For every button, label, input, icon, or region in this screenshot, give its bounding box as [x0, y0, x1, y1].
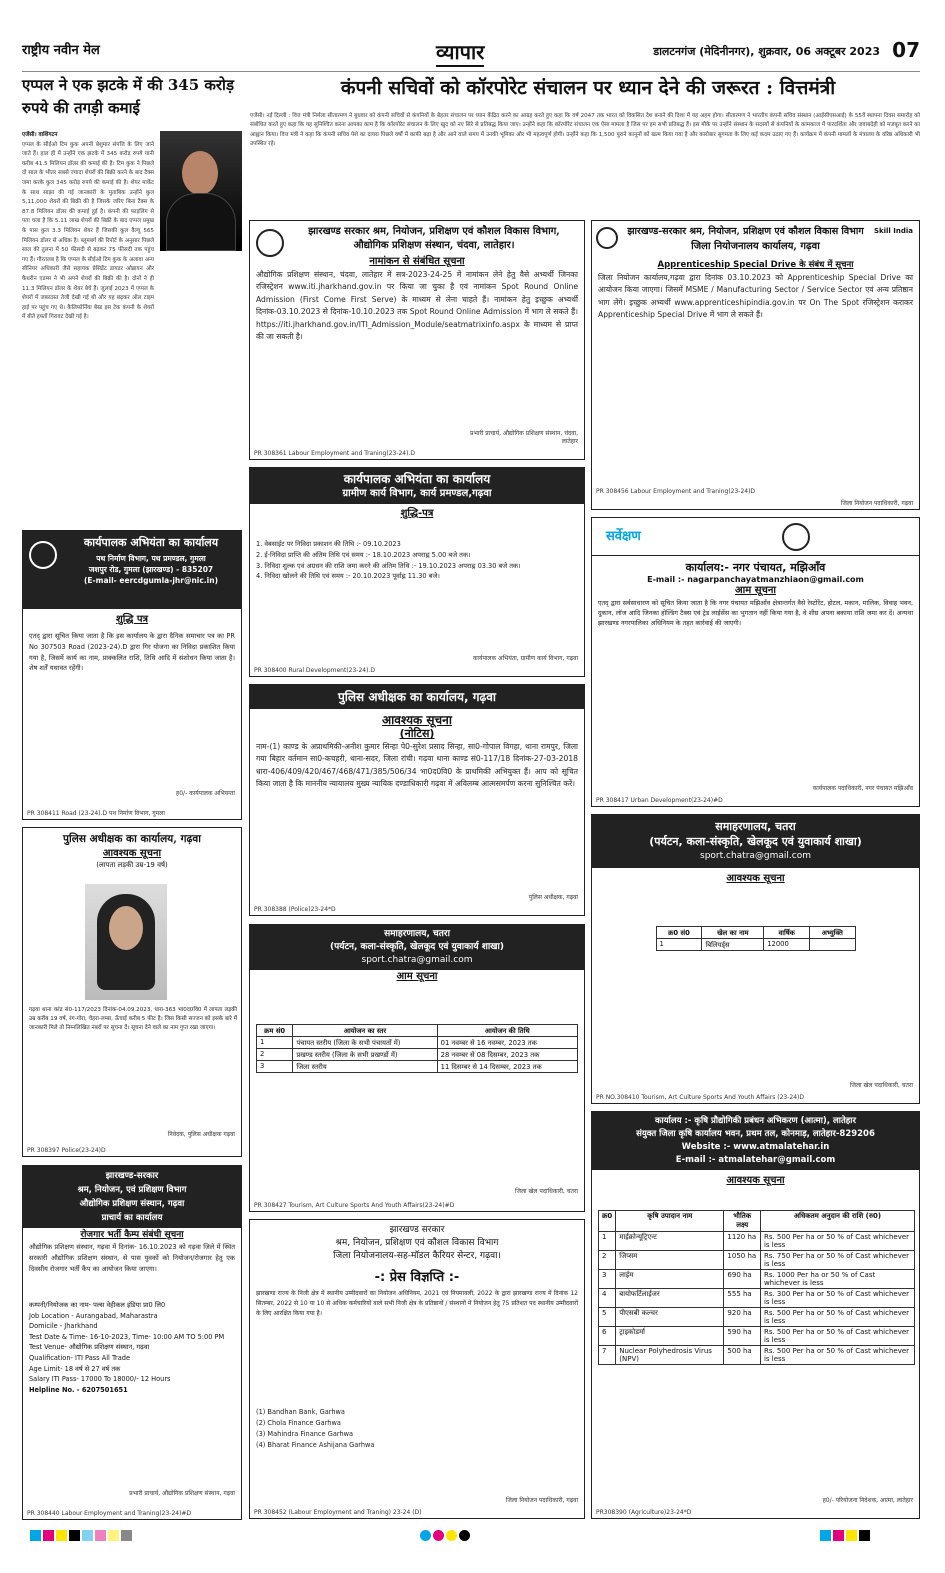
ad-iti-garhwa-details [23, 1300, 241, 1395]
yellow-dot [446, 1530, 457, 1541]
ad-gumla-pr: PR 308411 Road (23-24).D पथ निर्माण विभाग, गुमला [27, 810, 165, 817]
ad-atma-title: कार्यालय :- कृषि प्रौद्योगिकी प्रबंधन अभिकरण (आत्मा), लातेहार [655, 1116, 856, 1126]
table-cell: 1050 ha [724, 1251, 761, 1270]
ad-nagar-logos [592, 518, 919, 556]
magenta-dot [433, 1530, 444, 1541]
magenta-swatch [833, 1530, 844, 1541]
ad-press-header [250, 1224, 584, 1263]
ad-press-list [250, 1407, 584, 1451]
table-row [257, 1037, 578, 1049]
ad-police-subhead2: (नोटिस) [399, 727, 435, 740]
table-header-cell: खेल का नाम [702, 927, 764, 939]
detail-line: Job Location - Aurangabad, Maharastra [29, 1311, 158, 1320]
page-header [22, 38, 920, 72]
ad-iti-chandwa-pr: PR 308361 Labour Employment and Traning(23-24).D [254, 450, 415, 457]
rwd-item: 1. वेबसाईट पर निविदा प्रकाशन की तिथि :- 09.10.2023 [256, 540, 401, 548]
magenta-swatch [43, 1530, 54, 1541]
table-cell: माईक्रोन्यूट्रिएन्ट [616, 1232, 724, 1251]
table-cell: 2 [257, 1049, 293, 1061]
ad-police-subhead: आवश्यक सूचना [382, 713, 452, 727]
ad-chatra-title: समाहरणालय, चतरा [384, 929, 450, 939]
black-swatch [69, 1530, 80, 1541]
ad-police-pr: PR 308388 (Police)23-24*D [254, 906, 336, 913]
ad-rwd-sign: कार्यपालक अभियंता, ग्रामीण कार्य विभाग, गढ़वा [472, 655, 578, 662]
table-cell: 12000 [764, 939, 810, 951]
ad-chatra-right-subhead: आवश्यक सूचना [726, 873, 785, 884]
ad-iti-garhwa-sign: प्रभारी प्राचार्य, औद्योगिक प्रशिक्षण संस्थान, गढ़वा [129, 1490, 235, 1497]
tim-cook-photo [160, 131, 242, 251]
ad-press-subtitle: श्रम, नियोजन, प्रशिक्षण एवं कौशल विकास विभाग [335, 1238, 499, 1248]
section-title: व्यापार [436, 38, 484, 67]
table-cell: 500 ha [724, 1346, 761, 1365]
ad-rwd-subhead: शुद्धि-पत्र [400, 508, 434, 519]
grey-swatch [121, 1530, 132, 1541]
rwd-item: 2. ई-निविदा प्राप्ति की अंतिम तिथि एवं समय :- 18.10.2023 अपराह्न 5.00 बजे तक। [256, 550, 471, 559]
table-header-cell: वार्षिक [764, 927, 810, 939]
table-cell: प्रखण्ड स्तरीय (जिला के सभी प्रखण्डों में) [293, 1049, 437, 1061]
ad-gumla-title: कार्यपालक अभियंता का कार्यालय [83, 536, 219, 549]
table-header-row [599, 1211, 915, 1232]
yellow-swatch [56, 1530, 67, 1541]
ad-iti-chandwa [249, 220, 585, 460]
table-cell: 7 [599, 1346, 616, 1365]
table-header-cell: अभ्युक्ति [810, 927, 855, 939]
emblem-icon [29, 541, 57, 569]
ad-iti-chandwa-subhead: नामांकन से संबंधित सूचना [369, 256, 465, 267]
table-header-cell: आयोजन की तिथि [437, 1025, 577, 1037]
ad-apprenticeship [591, 220, 920, 510]
ad-nagar-email: E-mail :- nagarpanchayatmanzhiaon@gmail.com [647, 575, 864, 584]
ad-iti-garhwa [22, 1165, 242, 1520]
ad-press-subhead: -: प्रेस विज्ञप्ति :- [374, 1270, 460, 1285]
table-cell: 01 नवम्बर से 16 नवम्बर, 2023 तक [437, 1037, 577, 1049]
table-cell: Rs. 500 Per ha or 50 % of Cast whichever is less [760, 1232, 914, 1251]
ad-press-sign: जिला नियोजन पदाधिकारी, गढ़वा [505, 1497, 578, 1504]
ad-appr-body: जिला नियोजन कार्यालय,गढ़वा द्वारा दिनांक 03.10.2023 को Apprenticeship Special Drive का आयोजन किया जाएगा। जिसमें MSME / Manufacturing Sector / Service Sector एवं अन्य प्रतिष्ठान भाग लेंगे। इच्छुक अभ्यर्थी www.apprenticeshipindia.gov.in पर On The Spot रजिस्ट्रेशन कराकर Apprenticeship Special Drive में भाग ले सकते हैं। [598, 273, 913, 320]
detail-line: Test Venue- औद्योगिक प्रशिक्षण संस्थान, गढ़वा [29, 1343, 150, 1352]
shirt-shape [166, 193, 236, 251]
ad-iti-garhwa-header [23, 1166, 241, 1228]
ad-police-notice [249, 684, 585, 916]
atma-subsidy-table [598, 1210, 915, 1365]
ad-gumla-header [23, 531, 241, 609]
table-cell: 1120 ha [724, 1232, 761, 1251]
ad-gumla-sign: ह0/- कार्यपालक अभियन्ता [176, 790, 235, 797]
ad-iti-chandwa-sign: प्रभारी प्राचार्य, औद्योगिक प्रशिक्षण संस्थान, चंदवा, लातेहार [470, 430, 578, 445]
ad-rwd-garhwa [249, 467, 585, 677]
press-list-item: (1) Bandhan Bank, Garhwa [256, 1408, 345, 1416]
ad-police-body: नाम-(1) काण्ड के अप्राथमिकी-अनीश कुमार सिन्हा पे0-सुरेश प्रसाद सिन्हा, सा0-गोपाल विगहा, थाना रामपुर, जिला गया बिहार वर्तमान सा0-कचहरी, थाना-सदर, जिला रांची। गढ़वा थाना काण्ड सं0-117/18 दिनांक-27-03-2018 धारा-406/409/420/467/468/471/385/506/34 भा0द0वि0 के प्राथमिकी अभियुक्त हैं। आप को सूचित किया जाता है कि माननीय न्यायालय मुख्य न्यायिक दण्डाधिकारी गढ़वा में अविलम्ब आत्मसमर्पण करना सुनिश्चित करें। [256, 742, 578, 789]
ad-gumla-subhead: शुद्धि पत्र [115, 614, 149, 625]
table-cell: 3 [257, 1061, 293, 1073]
table-cell: 4 [599, 1289, 616, 1308]
skill-india-logo-icon: Sk​ill India [873, 227, 913, 235]
ad-chatra-header [250, 925, 584, 970]
ad-missing-pr: PR 308397 Police(23-24)D [27, 1147, 106, 1154]
table-row [257, 1049, 578, 1061]
table-cell: Nuclear Polyhedrosis Virus (NPV) [616, 1346, 724, 1365]
ad-atma-pr: PR308390 (Agriculture)23-24*D [596, 1509, 692, 1516]
ad-missing-title: पुलिस अधीक्षक का कार्यालय, गढ़वा [63, 833, 201, 845]
ad-appr-subtitle: जिला नियोजनालय कार्यालय, गढ़वा [691, 241, 820, 252]
helpline-line: Helpline No. - 6207501651 [29, 1385, 128, 1394]
table-cell: 6 [599, 1327, 616, 1346]
emblem-icon [782, 523, 810, 551]
ad-gumla-line: जशपुर रोड, गुमला (झारखण्ड) - 835207 [88, 565, 214, 574]
table-row [257, 1061, 578, 1073]
ad-nagar-subhead: आम सूचना [735, 585, 776, 596]
dateline: डालटनगंज (मेदिनीनगर), शुक्रवार, 06 अक्टूबर 2023 [653, 45, 880, 58]
emblem-icon [596, 227, 618, 249]
table-cell: Rs. 1000 Per ha or 50 % of Cast whichever is less [760, 1270, 914, 1289]
color-registration-bar [820, 1530, 870, 1541]
table-cell: Rs. 300 Per ha or 50 % of Cast whichever is less [760, 1289, 914, 1308]
table-cell: 1 [257, 1037, 293, 1049]
table-cell: ट्राइकोडर्मा [616, 1327, 724, 1346]
ad-gumla-line: (E-mail- eercdgumla-jhr@nic.in) [83, 576, 218, 585]
cyan-tint-swatch [82, 1530, 93, 1541]
table-row [599, 1289, 915, 1308]
table-header-row [656, 927, 855, 939]
ad-chatra-right-header [592, 815, 919, 868]
table-header-cell: अधिकतम अनुदान की राशि (रु0) [760, 1211, 914, 1232]
yellow-tint-swatch [108, 1530, 119, 1541]
color-registration-bar [420, 1530, 470, 1541]
ad-missing-body: गढ़वा थाना कांड सं0-117/2023 दिनांक-04.09.2023, धारा-363 भा0द0वि0 में लापता लड़की उम्र करीब 19 वर्ष, रंग-गोरा, चेहरा-लम्बा, ऊँचाई करीब 5 फीट है। जिस किसी सज्जन को इसके बारे में जानकारी मिले तो निम्नलिखित नंबरों पर सूचना दें। सूचना देने वाले का नाम गुप्त रखा जाएगा। [29, 1007, 237, 1031]
table-cell: 1 [599, 1232, 616, 1251]
table-cell: 920 ha [724, 1308, 761, 1327]
table-header-cell: कृषि उपादान नाम [616, 1211, 724, 1232]
ad-police-title: पुलिस अधीक्षक का कार्यालय, गढ़वा [250, 685, 584, 709]
table-cell: 5 [599, 1308, 616, 1327]
ad-appr-title: झारखण्ड-सरकार श्रम, नियोजन, प्रशिक्षण एवं कौशल विकास विभाग [627, 226, 864, 237]
detail-line: कम्पनी/नियोजक का नाम- पल्स वेहीकल इंडिया प्रा0 लि0 [29, 1301, 166, 1309]
cyan-dot [420, 1530, 431, 1541]
table-row [656, 939, 855, 951]
ad-rwd-header [250, 468, 584, 504]
ad-police-sign: पुलिस अधीक्षक, गढ़वा [528, 894, 578, 901]
press-list-item: (4) Bharat Finance Ashijana Garhwa [256, 1441, 375, 1449]
ad-atma-subhead: आवश्यक सूचना [726, 1175, 785, 1186]
ad-gumla-lines [63, 553, 239, 586]
table-cell: 1 [656, 939, 702, 951]
table-cell: लाईम [616, 1270, 724, 1289]
emblem-icon [256, 229, 284, 257]
swachh-logo-icon: सर्वेक्षण [606, 529, 641, 544]
magenta-tint-swatch [95, 1530, 106, 1541]
ad-chatra-sports [249, 924, 585, 1212]
table-row [599, 1308, 915, 1327]
table-header-row [257, 1025, 578, 1037]
ad-chatra-right-email: sport.chatra@gmail.com [700, 851, 811, 861]
page-number: 07 [892, 38, 920, 62]
table-cell: 690 ha [724, 1270, 761, 1289]
table-cell: 11 दिसम्बर से 14 दिसम्बर, 2023 तक [437, 1061, 577, 1073]
table-cell: Rs. 500 Per ha or 50 % of Cast whichever is less [760, 1346, 914, 1365]
ad-chatra-right-sign: जिला खेल पदाधिकारी, चतरा [849, 1082, 913, 1089]
table-cell: 3 [599, 1270, 616, 1289]
ad-chatra-subhead: आम सूचना [396, 971, 438, 982]
table-header-cell: आयोजन का स्तर [293, 1025, 437, 1037]
paper-name: राष्ट्रीय नवीन मेल [22, 43, 100, 58]
black-dot [459, 1530, 470, 1541]
color-registration-bar [30, 1530, 132, 1541]
ad-chatra-pr: PR 308427 Tourism, Art Culture Sports And Youth Affairs(23-24)#D [254, 1202, 455, 1209]
ad-iti-garhwa-subtitle2: औद्योगिक प्रशिक्षण संस्थान, गढ़वा [79, 1199, 185, 1209]
ad-atma-sign: ह0/- परियोजना निदेशक, आत्मा, लातेहार [822, 1497, 913, 1504]
ad-iti-garhwa-pr: PR 308440 Labour Employment and Traning(23-24)#D [27, 1510, 192, 1517]
ad-iti-chandwa-title: झारखण्ड सरकार श्रम, नियोजन, प्रशिक्षण एवं कौशल विकास विभाग, औद्योगिक प्रशिक्षण संस्थान, चंदवा, लातेहार। [308, 226, 560, 251]
table-row [599, 1251, 915, 1270]
table-header-cell: क्र0 सं0 [656, 927, 702, 939]
ad-atma-website: Website :- www.atmalatehar.in [681, 1142, 830, 1152]
detail-line: Qualification- ITI Pass All Trade [29, 1353, 131, 1362]
table-cell: 590 ha [724, 1327, 761, 1346]
ad-atma-subtitle: संयुक्त जिला कृषि कार्यालय भवन, प्रथम तल, कोनमाड़, लातेहार-829206 [636, 1129, 875, 1139]
ad-iti-chandwa-body: औद्योगिक प्रशिक्षण संस्थान, चंदवा, लातेहार में सत्र-2023-24-25 में नामांकन लेने हेतु वैसे अभ्यर्थी जिनका रजिस्ट्रेशन www.iti.jharkhand.gov.in पर किया जा चुका है एवं नामांकन Spot Round Online Admission (First Come First Serve) के माध्यम से लेना चाहते हैं। नामांकन हेतु इच्छुक अभ्यर्थी दिनांक-03.10.2023 से दिनांक-10.10.2023 तक Spot Round Online Admission में भाग ले सकते हैं। https://iti.jharkhand.gov.in/ITI_Admission_Module/seatmatrixinfo.aspx के माध्यम से प्राप्त की जा सकती है। [256, 270, 578, 342]
table-cell: 555 ha [724, 1289, 761, 1308]
chatra-schedule-table [256, 1024, 578, 1073]
ad-press-body: झारखण्ड राज्य के निजी क्षेत्र में स्थानीय उम्मीदवारों का नियोजन अधिनियम, 2021 एवं नियमावली, 2022 के द्वारा झारखण्ड राज्य में दिनांक 12 सितम्बर, 2022 से 10 या 10 से अधिक कर्मचारियों वाले सभी निजी क्षेत्र के प्रतिष्ठानों / संस्थानों में नियोजन हेतु 75 प्रतिशत पद स्थानीय उम्मीदवारों के लिए आरक्षित किया गया है। [256, 1290, 578, 1317]
apple-body: एप्पल के सीईओ टिम कुक अपनी बेशुमार संपत्ति के लिए जाने जाते हैं। हाल ही में उन्होंने एक झटके में 345 करोड़ रुपये यानी करीब 41.5 मिलियन डॉलर की कमाई की है। टिम कुक ने पिछले दो साल के भीतर सबसे ज्यादा शेयरों की बिक्री करने के बाद टैक्स जमा करके कुल 345 करोड़ रुपये की कमाई की है। शेयर मार्केट के साथ साझा की गई जानकारी के मुताबिक उन्होंने कुल 5,11,000 शेयरों की बिक्री की है जिसके जरिए बिना टैक्स के 87.8 मिलियन डॉलर की कमाई हुई है। कंपनी की फाइलिंग से पता चला है कि 5.11 लाख शेयरों की बिक्री के बाद एप्पल प्रमुख के पास कुल 3.3 मिलियन शेयर हैं जिसकी कुल वैल्यू 565 मिलियन डॉलर से अधिक है। ब्लूमबर्ग की रिपोर्ट के अनुसार पिछले साल की तुलना में 50 फीसदी से बढ़कर 75 फीसदी तक पहुंच गए हैं। गौरतलब है कि एप्पल के सीईओ टिम कुक के अलावा अन्य सीनियर अधिकारी जैसे सहायक प्रेसिडेंट डायडर ओब्रायन और कैथरीन एडम्स ने भी अपने शेयरों की बिक्री की है। दोनों ने ही 11.3 मिलियन डॉलर के शेयर बेचे हैं। जुलाई 2023 में एप्पल के शेयरों में जबरदस्त तेजी देखी गई थी और यह बढ़कर ऑल टाइम हाई पर पहुंच गए थे। कैलिफोर्निया बेस्ड इस टेक कंपनी के शेयरों में बीते हफ्तों गिरावट देखी गई है। [22, 141, 154, 321]
yellow-swatch [846, 1530, 857, 1541]
ad-missing-sign: निवेदक, पुलिस अधीक्षक गढ़वा [167, 1131, 235, 1138]
ad-gumla-line: पथ निर्माण विभाग, पथ प्रमण्डल, गुमला [96, 554, 206, 563]
ad-nagar [591, 517, 920, 807]
ad-chatra-right-title: समाहरणालय, चतरा [715, 820, 796, 833]
table-header-cell: भौतिक लक्ष्य [724, 1211, 761, 1232]
missing-person-photo [85, 884, 167, 1000]
table-cell: बायोफर्टिलाईजर [616, 1289, 724, 1308]
face-shape [182, 151, 218, 195]
ad-missing-caption: (लापता लड़की उम्र-19 वर्ष) [96, 861, 168, 869]
ad-nagar-title: कार्यालय:- नगर पंचायत, मझिआँव [685, 561, 826, 574]
ad-chatra-subtitle: (पर्यटन, कला-संस्कृति, खेलकूद एवं युवाकार्य शाखा) [330, 942, 504, 952]
ad-nagar-sign: कार्यपालक पदाधिकारी, नगर पंचायत मझिआँव [812, 785, 913, 792]
table-cell: Rs. 750 Per ha or 50 % of Cast whichever is less [760, 1251, 914, 1270]
ad-gumla [22, 530, 242, 820]
ad-rwd-items [250, 539, 584, 582]
face-shape [109, 906, 143, 950]
detail-line: Salary ITI Pass- 17000 To 18000/- 12 Hours [29, 1375, 171, 1384]
ad-press-note [249, 1219, 585, 1519]
ad-chatra-sign: जिला खेल पदाधिकारी, चतरा [514, 1188, 578, 1195]
table-header-cell: क्रम सं0 [257, 1025, 293, 1037]
apple-byline: एजेंसी। वाशिंगटन [22, 132, 58, 138]
press-list-item: (3) Mahindra Finance Garhwa [256, 1430, 354, 1438]
apple-story [22, 74, 242, 529]
table-header-cell: क्र0 [599, 1211, 616, 1232]
table-cell: बिलियर्ड्स [702, 939, 764, 951]
table-row [599, 1346, 915, 1365]
ad-iti-garhwa-body: औद्योगिक प्रशिक्षण संस्थान, गढ़वा में दिनांक- 16.10.2023 को गढ़वा जिले में स्थित सरकारी औद्योगिक प्रशिक्षण संस्थान, से पास युवकों को नियोजन/रोजगार हेतु एक दिवसीय रोजगार भर्ती कैंप का आयोजन किया जाएगा। [29, 1243, 235, 1273]
detail-line: Age Limit- 18 वर्ष से 27 वर्ष तक [29, 1364, 121, 1373]
ad-rwd-pr: PR 308400 Rural Development(23-24).D [254, 667, 375, 674]
rwd-item: 3. निविदा शुल्क एवं अग्रधन की राशि जमा करने की अंतिम तिथि :- 19.10.2023 अपराह्न 03.30 बजे तक। [256, 561, 521, 570]
table-cell: Rs. 500 Per ha or 50 % of Cast whichever is less [760, 1327, 914, 1346]
table-row [599, 1232, 915, 1251]
ad-appr-sign: जिला नियोजन पदाधिकारी, गढ़वा [840, 500, 913, 507]
ad-iti-garhwa-subhead: रोजगार भर्ती कैम्प संबंधी सूचना [80, 1230, 184, 1240]
rwd-item: 4. निविदा खोलने की तिथि एवं समय :- 20.10.2023 पूर्वाह्न 11.30 बजे। [256, 572, 440, 581]
ad-atma [591, 1111, 920, 1519]
press-list-item: (2) Chola Finance Garhwa [256, 1419, 341, 1427]
lead-headline: कंपनी सचिवों को कॉरपोरेट संचालन पर ध्यान देने की जरूरत : वित्तमंत्री [340, 77, 836, 99]
chatra-right-table [656, 926, 856, 951]
table-row [599, 1327, 915, 1346]
ad-gumla-body: एतद् द्वारा सूचित किया जाता है कि इस कार्यालय के द्वारा दैनिक समाचार पत्र का PR No 307503 Road (2023-24).D द्वारा गिर योजना का निविदा प्रकाशित किया गया है, जिसमें कार्य का नाम, प्राक्कलित राशि, तिथि आदि में संशोधन किया जाता है। शेष शर्तें यथावत रहेंगी। [29, 632, 235, 673]
ad-atma-email: E-mail :- atmalatehar@gmail.com [675, 1155, 836, 1165]
apple-headline: एप्पल ने एक झटके में की 345 करोड़ रुपये की तगड़ी कमाई [22, 76, 234, 117]
table-row [599, 1270, 915, 1289]
table-cell: पंचायत स्तरीय (जिला के सभी पंचायतों में) [293, 1037, 437, 1049]
ad-chatra-email: sport.chatra@gmail.com [361, 955, 473, 965]
detail-line: Domicile - Jharkhand [29, 1322, 98, 1331]
table-cell: पीएसबी कल्चर [616, 1308, 724, 1327]
table-cell: 2 [599, 1251, 616, 1270]
ad-appr-pr: PR 308456 Labour Employment and Traning(23-24)D [596, 488, 756, 495]
ad-iti-garhwa-subtitle3: प्राचार्य का कार्यालय [101, 1213, 163, 1223]
ad-press-title: झारखण्ड सरकार [389, 1225, 445, 1235]
table-cell: जिला स्तरीय [293, 1061, 437, 1073]
ad-iti-garhwa-subtitle: श्रम, नियोजन, एवं प्रशिक्षण विभाग [77, 1185, 187, 1195]
ad-missing-subhead: आवश्यक सूचना [102, 848, 162, 859]
ad-press-subtitle2: जिला नियोजनालय-सह-मॉडल कैरियर सेन्टर, गढ़वा। [333, 1251, 501, 1261]
table-cell: जिप्सम [616, 1251, 724, 1270]
cyan-swatch [820, 1530, 831, 1541]
cyan-swatch [30, 1530, 41, 1541]
lead-body: एजेंसी। नई दिल्ली : वित्त मंत्री निर्मला सीतारमण ने बुधवार को कंपनी सचिवों से कंपनियों के बेहतर संचालन पर ध्यान केंद्रित करने का आग्रह करते हुए कहा कि वर्ष 2047 तक भारत को विकसित देश बनाने की दिशा में यह अहम होगा। सीतारमण ने भारतीय कंपनी सचिव संस्थान (आईसीएसआई) के 55वें स्थापना दिवस समारोह को संबोधित करते हुए कहा कि यह सुनिश्चित करना आपका काम है कि कॉरपोरेट संचालन के लिए खुद को नए सिरे से प्रतिबद्ध किया जाए। उन्होंने कहा कि कॉरपोरेट संचालन एक ऐसा मामला है जिस पर हम सभी प्रतिबद्ध हैं। इस मौके पर उन्होंने संस्थान के सदस्यों से कंपनियों के कामकाज में पारदर्शिता और जवाबदेही को मजबूत करने का आह्वान किया। वित्त मंत्री ने कहा कि कंपनी सचिव पेशे का दायरा पिछले वर्षों में काफी बढ़ा है और आने वाले समय में उनकी भूमिका और भी महत्वपूर्ण होगी। उन्होंने कहा कि 1,500 पुराने कानूनों को खत्म किया गया है और कारोबार सुगमता के लिए कई कदम उठाए गए हैं। कार्यक्रम में कंपनी मामलों के मंत्रालय के वरिष्ठ अधिकारी भी उपस्थित रहे। [250, 113, 920, 148]
detail-line: Test Date & Time- 16-10-2023, Time- 10:00 AM TO 5:00 PM [29, 1332, 225, 1341]
ad-nagar-body: एतद् द्वारा सर्वसाधारण को सूचित किया जाता है कि नगर पंचायत मझिआँव क्षेत्रान्तर्गत वैसे रेस्टोरेंट, होटल, मकान, मालिक, विवाह भवन, दुकान, लॉज आदि जिनका होल्डिंग टैक्स एवं ट्रेड लाईसेंस का भुगतान नहीं किया गया है, वे शीघ्र अपना बकाया राशि जमा कर दें। अन्यथा झारखण्ड नगरपालिका अधिनियम के तहत कार्रवाई की जाएगी। [598, 599, 913, 627]
black-swatch [859, 1530, 870, 1541]
ad-chatra-right-subtitle: (पर्यटन, कला-संस्कृति, खेलकूद एवं युवाकार्य शाखा) [649, 835, 862, 848]
ad-nagar-pr: PR 308417 Urban Development(23-24)#D [596, 797, 723, 804]
ad-press-pr: PR 308452 (Labour Employment and Traning) 23-24 (D) [254, 1509, 422, 1516]
table-cell [810, 939, 855, 951]
ad-chatra-right-pr: PR NO.308410 Tourism, Art Culture Sports And Youth Affairs (23-24)D [596, 1094, 804, 1101]
ad-appr-subhead: Apprenticeship Special Drive के संबंध में सूचना [657, 260, 854, 270]
ad-rwd-title: कार्यपालक अभियंता का कार्यालय [343, 472, 491, 486]
ad-iti-garhwa-title: झारखण्ड-सरकार [105, 1171, 159, 1181]
table-cell: Rs. 500 Per ha or 50 % of Cast whichever is less [760, 1308, 914, 1327]
ad-atma-header [592, 1112, 919, 1170]
ad-chatra-right [591, 814, 920, 1104]
ad-missing [22, 827, 242, 1157]
table-cell: 28 नवम्बर से 08 दिसम्बर, 2023 तक [437, 1049, 577, 1061]
ad-rwd-subtitle: ग्रामीण कार्य विभाग, कार्य प्रमण्डल,गढ़वा [342, 488, 492, 499]
